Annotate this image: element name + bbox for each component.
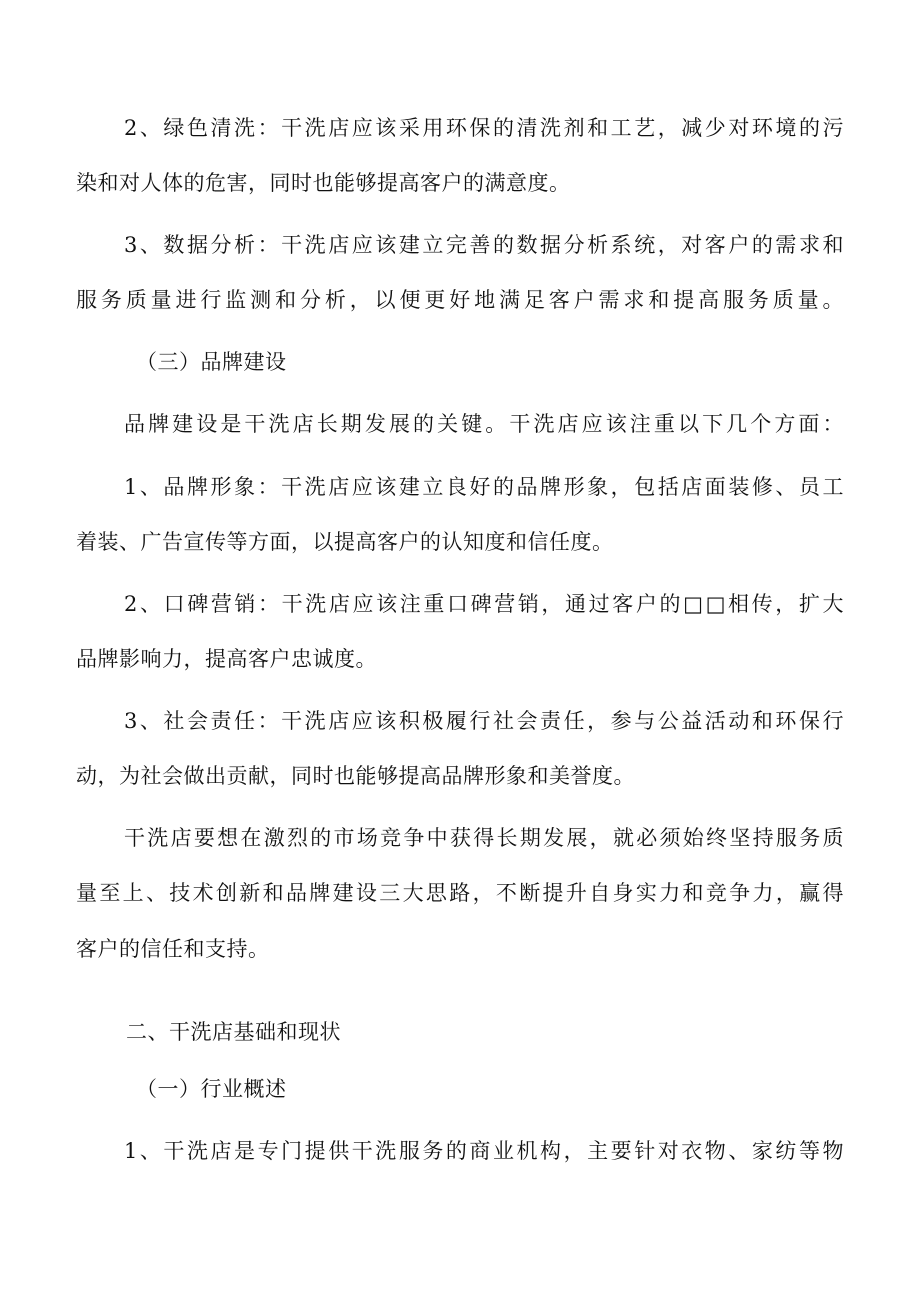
- paragraph-line: 2、绿色清洗：干洗店应该采用环保的清洗剂和工艺，减少对环境的污: [124, 116, 844, 140]
- chapter-heading: 二、干洗店基础和现状: [126, 1020, 341, 1044]
- paragraph-line: 3、社会责任：干洗店应该积极履行社会责任，参与公益活动和环保行: [124, 709, 844, 733]
- paragraph-line: 客户的信任和支持。: [76, 937, 270, 961]
- paragraph-line: 品牌影响力，提高客户忠诚度。: [76, 647, 377, 671]
- paragraph-line: 服务质量进行监测和分析，以便更好地满足客户需求和提高服务质量。: [76, 288, 844, 312]
- section-heading: （一）行业概述: [136, 1077, 287, 1101]
- paragraph-line: 着装、广告宣传等方面，以提高客户的认知度和信任度。: [76, 530, 614, 554]
- paragraph-line: 量至上、技术创新和品牌建设三大思路，不断提升自身实力和竞争力，赢得: [76, 881, 844, 905]
- paragraph-line: 1、干洗店是专门提供干洗服务的商业机构，主要针对衣物、家纺等物: [124, 1139, 844, 1163]
- paragraph-line: 动，为社会做出贡献，同时也能够提高品牌形象和美誉度。: [76, 764, 635, 788]
- paragraph-line: 1、品牌形象：干洗店应该建立良好的品牌形象，包括店面装修、员工: [124, 475, 844, 499]
- paragraph-line: 2、口碑营销：干洗店应该注重口碑营销，通过客户的□□相传，扩大: [124, 592, 844, 616]
- paragraph-line: 3、数据分析：干洗店应该建立完善的数据分析系统，对客户的需求和: [124, 233, 844, 257]
- section-heading: （三）品牌建设: [136, 350, 287, 374]
- paragraph-line: 品牌建设是干洗店长期发展的关键。干洗店应该注重以下几个方面：: [124, 412, 844, 436]
- paragraph-line: 干洗店要想在激烈的市场竞争中获得长期发展，就必须始终坚持服务质: [124, 826, 844, 850]
- paragraph-line: 染和对人体的危害，同时也能够提高客户的满意度。: [76, 171, 571, 195]
